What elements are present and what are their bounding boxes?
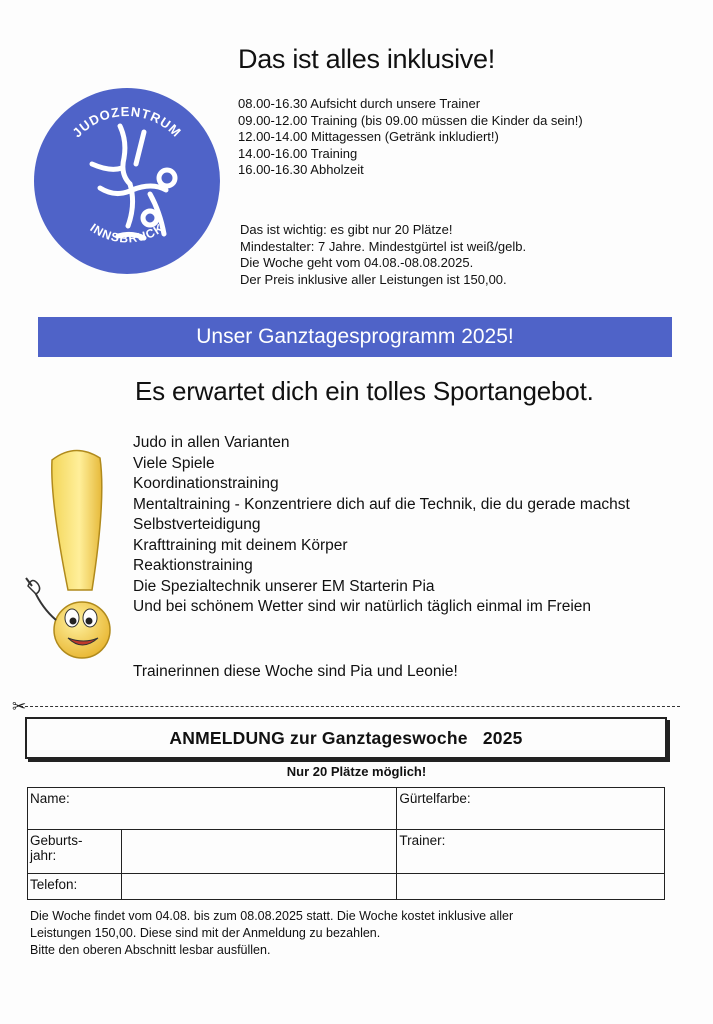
registration-form — [27, 787, 665, 900]
activity-item: Die Spezialtechnik unserer EM Starterin Pia — [133, 577, 435, 595]
schedule-item: 16.00-16.30 Abholzeit — [238, 162, 364, 177]
activities-list — [133, 433, 693, 618]
note-line: Die Woche geht vom 04.08.-08.08.2025. — [240, 255, 474, 270]
registration-title-box — [25, 717, 667, 759]
name-field[interactable] — [28, 788, 397, 830]
scissors-icon: ✂ — [12, 697, 27, 716]
trainer-field[interactable] — [397, 830, 665, 874]
logo-bottom-text: INNSBRUCK — [87, 220, 167, 246]
belt-color-field[interactable] — [397, 788, 665, 830]
footer-line: Leistungen 150,00. Diese sind mit der Anmeldung zu bezahlen. — [30, 926, 381, 940]
judozentrum-logo — [32, 86, 222, 276]
activity-item: Koordinationstraining — [133, 475, 279, 492]
activity-item: Und bei schönem Wetter sind wir natürlich täglich einmal im Freien — [133, 598, 592, 615]
note-line: Der Preis inklusive aller Leistungen ist 150,00. — [240, 271, 507, 287]
banner-text: Unser Ganztagesprogramm 2025! — [196, 325, 514, 348]
note-line: Das ist wichtig: es gibt nur 20 Plätze! — [240, 222, 453, 237]
trainer-label: Trainer: — [399, 833, 446, 848]
phone-label-cell — [28, 874, 122, 900]
birth-year-label: Geburts- — [30, 833, 83, 848]
name-label: Name: — [30, 791, 70, 806]
birth-year-field[interactable] — [121, 830, 396, 874]
schedule-item: 14.00-16.00 Training — [238, 145, 358, 161]
trainers-line: Trainerinnen diese Woche sind Pia und Leonie! — [133, 663, 458, 680]
activity-item: Reaktionstraining — [133, 557, 253, 574]
footer-line: Die Woche findet vom 04.08. bis zum 08.08.2025 statt. Die Woche kostet inklusive aller — [30, 909, 514, 923]
exclamation-mascot-icon — [20, 440, 130, 665]
footer-line: Bitte den oberen Abschnitt lesbar ausfüllen. — [30, 943, 271, 957]
registration-title: ANMELDUNG zur Ganztageswoche 2025 — [169, 727, 523, 748]
registration-footer — [30, 908, 670, 959]
schedule-item: 12.00-14.00 Mittagessen (Getränk inkludiert!) — [238, 129, 499, 144]
schedule-list — [238, 96, 583, 179]
cut-line — [20, 706, 680, 707]
birth-year-label-2: jahr: — [30, 848, 57, 863]
important-notes — [240, 222, 526, 288]
activity-item: Viele Spiele — [133, 454, 215, 472]
program-banner — [38, 317, 672, 357]
phone-label: Telefon: — [30, 877, 78, 892]
birth-year-label-cell — [28, 830, 122, 874]
spots-limit: Nur 20 Plätze möglich! — [286, 764, 427, 779]
activity-item: Krafttraining mit deinem Körper — [133, 536, 348, 554]
schedule-item: 09.00-12.00 Training (bis 09.00 müssen die Kinder da sein!) — [238, 112, 583, 128]
logo-top-text: JUDOZENTRUM — [69, 103, 185, 141]
phone-extra-field[interactable] — [397, 874, 665, 900]
section-subtitle: Es erwartet dich ein tolles Sportangebot. — [135, 376, 594, 406]
note-line: Mindestalter: 7 Jahre. Mindestgürtel ist weiß/gelb. — [240, 238, 527, 254]
page-title: Das ist alles inklusive! — [238, 44, 495, 74]
schedule-item: 08.00-16.30 Aufsicht durch unsere Trainer — [238, 96, 481, 111]
activity-item: Selbstverteidigung — [133, 516, 261, 533]
belt-color-label: Gürtelfarbe: — [399, 791, 471, 806]
activity-item: Judo in allen Varianten — [133, 434, 290, 451]
activity-item: Mentaltraining - Konzentriere dich auf die Technik, die du gerade machst — [133, 495, 630, 513]
phone-field[interactable] — [121, 874, 396, 900]
